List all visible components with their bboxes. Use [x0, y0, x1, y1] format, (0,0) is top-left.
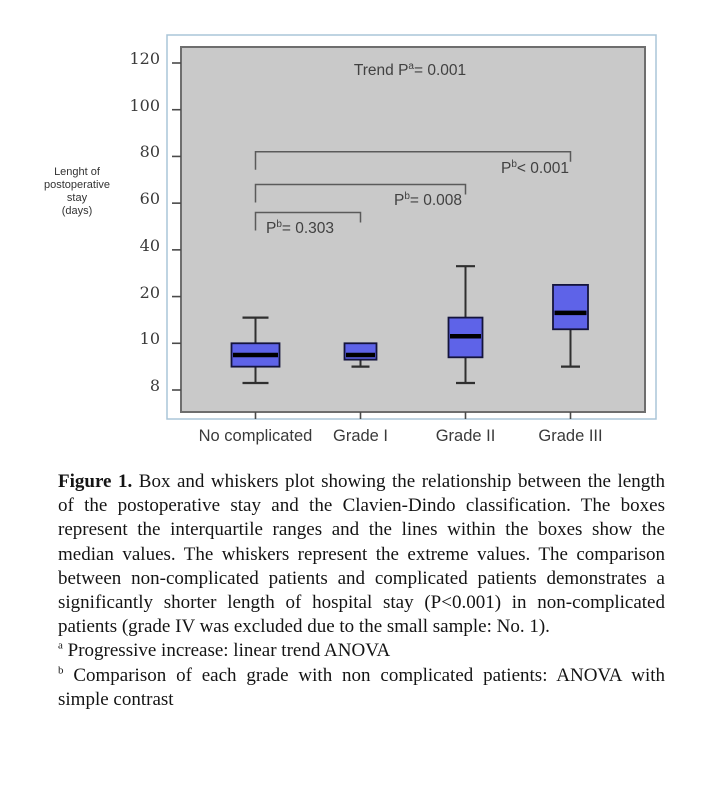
trend-annotation-sup: a	[408, 60, 414, 72]
footnote-a-text: Progressive increase: linear trend ANOVA	[62, 640, 391, 662]
y-axis-title-line: (days)	[61, 205, 93, 217]
caption-paragraph	[58, 470, 665, 639]
y-tick-label: 120	[129, 49, 160, 68]
y-tick-label: 8	[149, 376, 160, 395]
bracket-p-label: $P^b= 0.008$	[393, 191, 463, 210]
footnote-b	[58, 664, 665, 712]
x-category-label: Grade II	[435, 427, 496, 445]
y-tick-label: 60	[139, 189, 160, 209]
y-axis-title-line: Lenght of	[54, 166, 100, 178]
y-tick-label: 80	[139, 142, 160, 162]
footnote-a	[58, 639, 665, 663]
bracket-p-label: $P^b= 0.303$	[265, 219, 335, 238]
footnote-a-sup: a	[58, 640, 63, 653]
y-tick-label: 20	[139, 282, 160, 302]
x-category-label: Grade III	[538, 427, 603, 445]
caption-body: Box and whiskers plot showing the relationship between the length of the postoperative stay and the Clavien-Dindo classification. The boxes represent the interquartile ranges and the lines within the boxes show the median values. The whiskers represent the extreme values. The comparison between non-complicated patients and complicated patients demonstrates a significantly shorter length of hospital stay (P<0.001) in non-complicated patients (grade IV was excluded due to the small sample: No. 1).	[58, 471, 665, 638]
y-tick-label: 40	[139, 235, 160, 255]
y-tick-label: 10	[139, 329, 160, 349]
figure-caption	[58, 470, 665, 712]
y-axis-title-line: stay	[66, 192, 88, 204]
x-category-label: Grade I	[332, 427, 389, 445]
y-axis-title-line: postoperative	[43, 179, 111, 191]
trend-annotation-prefix: Trend P	[353, 62, 409, 79]
x-category-label: No complicated	[198, 427, 313, 445]
footnote-b-sup: b	[58, 664, 64, 677]
trend-annotation	[325, 62, 495, 80]
caption-lead: Figure 1.	[58, 471, 133, 492]
footnote-b-text: Comparison of each grade with non complicated patients: ANOVA with simple contrast	[58, 664, 665, 710]
bracket-p-label: $P^b< 0.001$	[500, 158, 570, 177]
trend-annotation-suffix: = 0.001	[413, 62, 467, 79]
y-axis-title	[27, 166, 127, 218]
y-tick-label: 100	[129, 95, 160, 115]
